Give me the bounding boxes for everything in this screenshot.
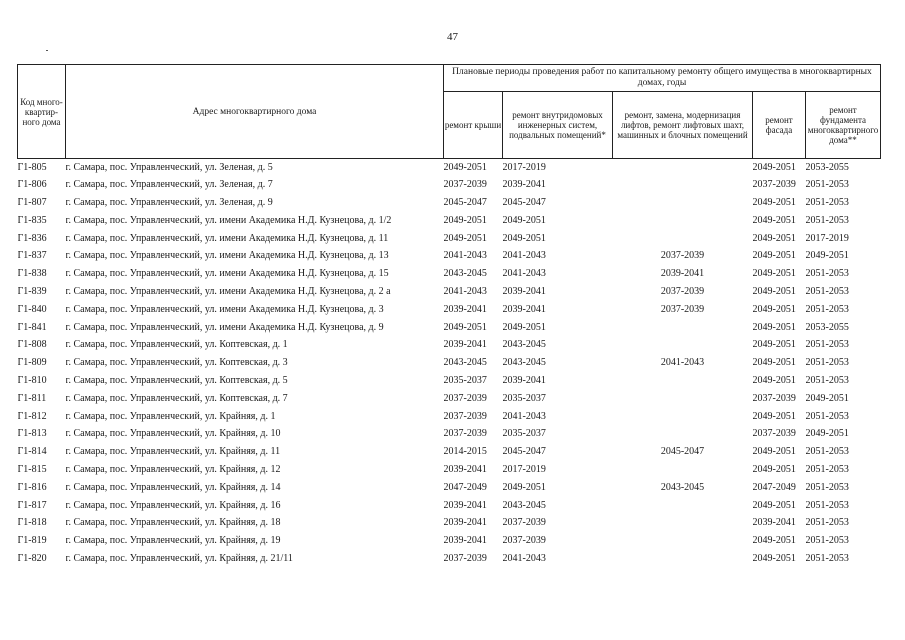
cell-address: г. Самара, пос. Управленческий, ул. Крайняя, д. 12	[65, 463, 281, 475]
cell-address: г. Самара, пос. Управленческий, ул. Коптевская, д. 1	[65, 339, 288, 351]
cell-roof-period: 2049-2051	[443, 214, 487, 226]
cell-foundation-period: 2051-2053	[805, 410, 849, 422]
cell-roof-period: 2039-2041	[443, 499, 487, 511]
cell-address: г. Самара, пос. Управленческий, ул. имени Академика Н.Д. Кузнецова, д. 15	[65, 268, 389, 280]
cell-systems-period: 2043-2045	[502, 339, 546, 351]
cell-facade-period: 2049-2051	[752, 161, 796, 173]
cell-roof-period: 2049-2051	[443, 232, 487, 244]
table-row	[18, 408, 881, 426]
cell-building-code: Г1-837	[17, 250, 47, 262]
cell-address: г. Самара, пос. Управленческий, ул. Крайняя, д. 18	[65, 517, 281, 529]
cell-foundation-period: 2051-2053	[805, 303, 849, 315]
cell-foundation-period: 2051-2053	[805, 535, 849, 547]
cell-facade-period: 2049-2051	[752, 339, 796, 351]
table-row	[18, 354, 881, 372]
cell-facade-period: 2037-2039	[752, 392, 796, 404]
cell-systems-period: 2043-2045	[502, 499, 546, 511]
cell-lifts-period	[613, 176, 753, 194]
cell-foundation-period: 2051-2053	[805, 446, 849, 458]
table-row	[18, 514, 881, 532]
header-roof-repair: ремонт крыши	[444, 92, 503, 159]
header-foundation-repair: ремонт фундамента многоквартирного дома**	[806, 92, 881, 159]
cell-systems-period: 2039-2041	[502, 285, 546, 297]
cell-building-code: Г1-819	[17, 535, 47, 547]
cell-systems-period: 2039-2041	[502, 179, 546, 191]
cell-systems-period: 2017-2019	[502, 161, 546, 173]
cell-systems-period: 2017-2019	[502, 463, 546, 475]
table-row	[18, 194, 881, 212]
cell-foundation-period: 2051-2053	[805, 357, 849, 369]
cell-address: г. Самара, пос. Управленческий, ул. Крайняя, д. 19	[65, 535, 281, 547]
cell-lifts-period	[613, 336, 753, 354]
cell-systems-period: 2039-2041	[502, 374, 546, 386]
cell-roof-period: 2043-2045	[443, 357, 487, 369]
cell-lifts-period	[613, 159, 753, 177]
cell-building-code: Г1-814	[17, 446, 47, 458]
table-row	[18, 372, 881, 390]
cell-lifts-period: 2037-2039	[660, 250, 705, 262]
cell-lifts-period	[613, 212, 753, 230]
cell-address: г. Самара, пос. Управленческий, ул. Коптевская, д. 5	[65, 374, 288, 386]
cell-address: г. Самара, пос. Управленческий, ул. Крайняя, д. 1	[65, 410, 276, 422]
cell-address: г. Самара, пос. Управленческий, ул. Крайняя, д. 11	[65, 446, 281, 458]
table-row	[18, 497, 881, 515]
cell-building-code: Г1-813	[17, 428, 47, 440]
cell-roof-period: 2049-2051	[443, 321, 487, 333]
table-row	[18, 159, 881, 177]
cell-roof-period: 2037-2039	[443, 410, 487, 422]
page-number: 47	[447, 31, 458, 43]
cell-building-code: Г1-808	[17, 339, 47, 351]
cell-roof-period: 2039-2041	[443, 517, 487, 529]
header-building-code: Код много-квартир-ного дома	[18, 65, 66, 159]
cell-facade-period: 2039-2041	[752, 517, 796, 529]
table-row	[18, 336, 881, 354]
cell-address: г. Самара, пос. Управленческий, ул. Крайняя, д. 21/11	[65, 552, 293, 564]
scan-speck	[46, 50, 48, 51]
cell-roof-period: 2041-2043	[443, 250, 487, 262]
cell-address: г. Самара, пос. Управленческий, ул. имени Академика Н.Д. Кузнецова, д. 11	[65, 232, 389, 244]
cell-systems-period: 2037-2039	[502, 517, 546, 529]
cell-foundation-period: 2017-2019	[805, 232, 849, 244]
cell-facade-period: 2037-2039	[752, 179, 796, 191]
cell-building-code: Г1-810	[17, 374, 47, 386]
table-row	[18, 461, 881, 479]
header-engineering-systems: ремонт внутридомовых инженерных систем, подвальных помещений*	[503, 92, 613, 159]
cell-address: г. Самара, пос. Управленческий, ул. Крайняя, д. 16	[65, 499, 281, 511]
cell-systems-period: 2049-2051	[502, 481, 546, 493]
cell-foundation-period: 2049-2051	[805, 392, 849, 404]
cell-building-code: Г1-815	[17, 463, 47, 475]
cell-facade-period: 2049-2051	[752, 463, 796, 475]
cell-systems-period: 2035-2037	[502, 392, 546, 404]
cell-foundation-period: 2053-2055	[805, 161, 849, 173]
cell-building-code: Г1-817	[17, 499, 47, 511]
cell-facade-period: 2049-2051	[752, 214, 796, 226]
cell-systems-period: 2049-2051	[502, 232, 546, 244]
cell-systems-period: 2041-2043	[502, 552, 546, 564]
table-row	[18, 479, 881, 497]
cell-systems-period: 2043-2045	[502, 357, 546, 369]
cell-foundation-period: 2049-2051	[805, 250, 849, 262]
cell-roof-period: 2045-2047	[443, 196, 487, 208]
header-facade-repair: ремонт фасада	[753, 92, 806, 159]
cell-lifts-period	[613, 497, 753, 515]
cell-roof-period: 2049-2051	[443, 161, 487, 173]
cell-lifts-period: 2043-2045	[660, 481, 705, 493]
cell-systems-period: 2035-2037	[502, 428, 546, 440]
cell-building-code: Г1-809	[17, 357, 47, 369]
cell-address: г. Самара, пос. Управленческий, ул. имени Академика Н.Д. Кузнецова, д. 3	[65, 303, 384, 315]
cell-facade-period: 2049-2051	[752, 499, 796, 511]
cell-building-code: Г1-818	[17, 517, 47, 529]
cell-foundation-period: 2051-2053	[805, 552, 849, 564]
cell-lifts-period	[613, 532, 753, 550]
cell-facade-period: 2049-2051	[752, 535, 796, 547]
cell-address: г. Самара, пос. Управленческий, ул. Зеленая, д. 5	[65, 161, 273, 173]
cell-building-code: Г1-820	[17, 552, 47, 564]
cell-foundation-period: 2051-2053	[805, 285, 849, 297]
cell-foundation-period: 2051-2053	[805, 179, 849, 191]
table-row	[18, 390, 881, 408]
cell-address: г. Самара, пос. Управленческий, ул. Коптевская, д. 7	[65, 392, 288, 404]
cell-facade-period: 2049-2051	[752, 250, 796, 262]
cell-foundation-period: 2051-2053	[805, 499, 849, 511]
table-row	[18, 425, 881, 443]
cell-systems-period: 2041-2043	[502, 410, 546, 422]
cell-lifts-period	[613, 319, 753, 337]
cell-address: г. Самара, пос. Управленческий, ул. имени Академика Н.Д. Кузнецова, д. 2 а	[65, 285, 391, 297]
cell-systems-period: 2037-2039	[502, 535, 546, 547]
cell-roof-period: 2039-2041	[443, 535, 487, 547]
cell-foundation-period: 2051-2053	[805, 339, 849, 351]
cell-building-code: Г1-806	[17, 179, 47, 191]
cell-building-code: Г1-811	[17, 392, 47, 404]
cell-systems-period: 2039-2041	[502, 303, 546, 315]
cell-address: г. Самара, пос. Управленческий, ул. имени Академика Н.Д. Кузнецова, д. 1/2	[65, 214, 392, 226]
cell-lifts-period	[613, 372, 753, 390]
table-row	[18, 550, 881, 568]
cell-building-code: Г1-836	[17, 232, 47, 244]
cell-roof-period: 2041-2043	[443, 285, 487, 297]
cell-systems-period: 2045-2047	[502, 446, 546, 458]
cell-address: г. Самара, пос. Управленческий, ул. Зеленая, д. 7	[65, 179, 273, 191]
cell-roof-period: 2037-2039	[443, 179, 487, 191]
table-row	[18, 176, 881, 194]
cell-building-code: Г1-816	[17, 481, 47, 493]
cell-facade-period: 2047-2049	[752, 481, 796, 493]
cell-facade-period: 2049-2051	[752, 321, 796, 333]
cell-roof-period: 2014-2015	[443, 446, 487, 458]
cell-lifts-period	[613, 230, 753, 248]
cell-foundation-period: 2051-2053	[805, 196, 849, 208]
cell-systems-period: 2049-2051	[502, 321, 546, 333]
cell-roof-period: 2037-2039	[443, 392, 487, 404]
cell-address: г. Самара, пос. Управленческий, ул. имени Академика Н.Д. Кузнецова, д. 13	[65, 250, 389, 262]
cell-foundation-period: 2049-2051	[805, 428, 849, 440]
cell-facade-period: 2049-2051	[752, 232, 796, 244]
cell-facade-period: 2049-2051	[752, 374, 796, 386]
cell-roof-period: 2037-2039	[443, 428, 487, 440]
table-row	[18, 301, 881, 319]
table-body	[18, 159, 881, 568]
cell-building-code: Г1-805	[17, 161, 47, 173]
cell-facade-period: 2049-2051	[752, 268, 796, 280]
cell-lifts-period: 2037-2039	[660, 303, 705, 315]
cell-facade-period: 2049-2051	[752, 196, 796, 208]
cell-address: г. Самара, пос. Управленческий, ул. имени Академика Н.Д. Кузнецова, д. 9	[65, 321, 384, 333]
cell-address: г. Самара, пос. Управленческий, ул. Крайняя, д. 10	[65, 428, 281, 440]
cell-building-code: Г1-839	[17, 285, 47, 297]
cell-facade-period: 2049-2051	[752, 446, 796, 458]
cell-lifts-period: 2039-2041	[660, 268, 705, 280]
cell-building-code: Г1-835	[17, 214, 47, 226]
cell-address: г. Самара, пос. Управленческий, ул. Зеленая, д. 9	[65, 196, 273, 208]
cell-systems-period: 2041-2043	[502, 250, 546, 262]
table-row	[18, 532, 881, 550]
cell-address: г. Самара, пос. Управленческий, ул. Крайняя, д. 14	[65, 481, 281, 493]
cell-lifts-period: 2037-2039	[660, 285, 705, 297]
cell-facade-period: 2049-2051	[752, 410, 796, 422]
cell-lifts-period	[613, 461, 753, 479]
table-row	[18, 319, 881, 337]
cell-address: г. Самара, пос. Управленческий, ул. Коптевская, д. 3	[65, 357, 288, 369]
cell-foundation-period: 2051-2053	[805, 463, 849, 475]
cell-lifts-period	[613, 514, 753, 532]
cell-systems-period: 2049-2051	[502, 214, 546, 226]
cell-roof-period: 2037-2039	[443, 552, 487, 564]
table-row	[18, 212, 881, 230]
cell-foundation-period: 2051-2053	[805, 481, 849, 493]
table-row	[18, 283, 881, 301]
header-lifts: ремонт, замена, модернизация лифтов, ремонт лифтовых шахт, машинных и блочных помещений	[613, 92, 753, 159]
cell-foundation-period: 2053-2055	[805, 321, 849, 333]
cell-building-code: Г1-841	[17, 321, 47, 333]
cell-lifts-period	[613, 194, 753, 212]
cell-foundation-period: 2051-2053	[805, 374, 849, 386]
cell-foundation-period: 2051-2053	[805, 268, 849, 280]
cell-facade-period: 2037-2039	[752, 428, 796, 440]
cell-lifts-period	[613, 550, 753, 568]
cell-systems-period: 2041-2043	[502, 268, 546, 280]
table-row	[18, 247, 881, 265]
table-row	[18, 443, 881, 461]
cell-lifts-period	[613, 408, 753, 426]
header-planned-periods: Плановые периоды проведения работ по капитальному ремонту общего имущества в многоквартирных домах, годы	[444, 65, 881, 92]
cell-lifts-period: 2041-2043	[660, 357, 705, 369]
cell-building-code: Г1-807	[17, 196, 47, 208]
cell-building-code: Г1-840	[17, 303, 47, 315]
cell-facade-period: 2049-2051	[752, 285, 796, 297]
table-row	[18, 265, 881, 283]
cell-roof-period: 2043-2045	[443, 268, 487, 280]
cell-facade-period: 2049-2051	[752, 552, 796, 564]
cell-facade-period: 2049-2051	[752, 303, 796, 315]
header-address: Адрес многоквартирного дома	[66, 65, 444, 159]
table-row	[18, 230, 881, 248]
cell-systems-period: 2045-2047	[502, 196, 546, 208]
cell-roof-period: 2039-2041	[443, 463, 487, 475]
cell-foundation-period: 2051-2053	[805, 517, 849, 529]
cell-foundation-period: 2051-2053	[805, 214, 849, 226]
cell-roof-period: 2039-2041	[443, 303, 487, 315]
cell-roof-period: 2047-2049	[443, 481, 487, 493]
cell-lifts-period	[613, 425, 753, 443]
cell-roof-period: 2039-2041	[443, 339, 487, 351]
cell-roof-period: 2035-2037	[443, 374, 487, 386]
capital-repair-table	[17, 64, 881, 568]
cell-facade-period: 2049-2051	[752, 357, 796, 369]
cell-building-code: Г1-838	[17, 268, 47, 280]
cell-lifts-period: 2045-2047	[660, 446, 705, 458]
cell-building-code: Г1-812	[17, 410, 47, 422]
cell-lifts-period	[613, 390, 753, 408]
